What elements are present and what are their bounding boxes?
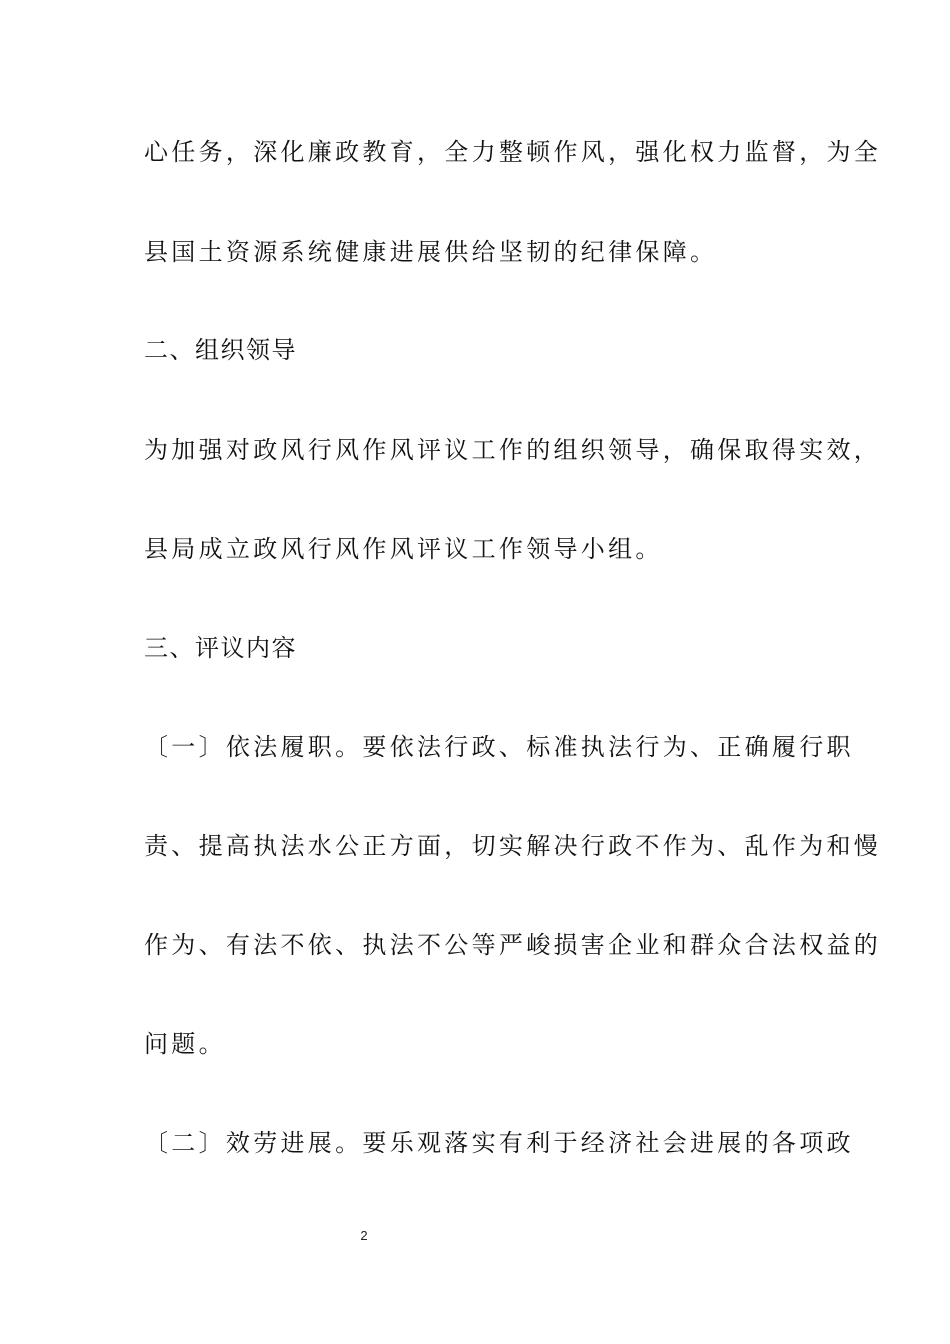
body-text-line: 县国土资源系统健康进展供给坚韧的纪律保障。 (144, 238, 718, 266)
body-text-line: 为加强对政风行风作风评议工作的组织领导，确保取得实效， (144, 436, 882, 464)
body-text-line: 责、提高执法水公正方面，切实解决行政不作为、乱作为和慢 (144, 832, 882, 860)
section-heading: 三、评议内容 (144, 634, 297, 662)
section-heading: 二、组织领导 (144, 336, 297, 364)
body-text-line: 〔二〕效劳进展。要乐观落实有利于经济社会进展的各项政 (144, 1129, 854, 1157)
page-number: 2 (360, 1228, 368, 1243)
body-text-line: 〔一〕依法履职。要依法行政、标准执法行为、正确履行职 (144, 733, 854, 761)
body-text-line: 县局成立政风行风作风评议工作领导小组。 (144, 535, 663, 563)
body-text-line: 作为、有法不依、执法不公等严峻损害企业和群众合法权益的 (144, 931, 882, 959)
body-text-line: 问题。 (144, 1030, 226, 1058)
body-text-line: 心任务，深化廉政教育，全力整顿作风，强化权力监督，为全 (144, 138, 882, 166)
